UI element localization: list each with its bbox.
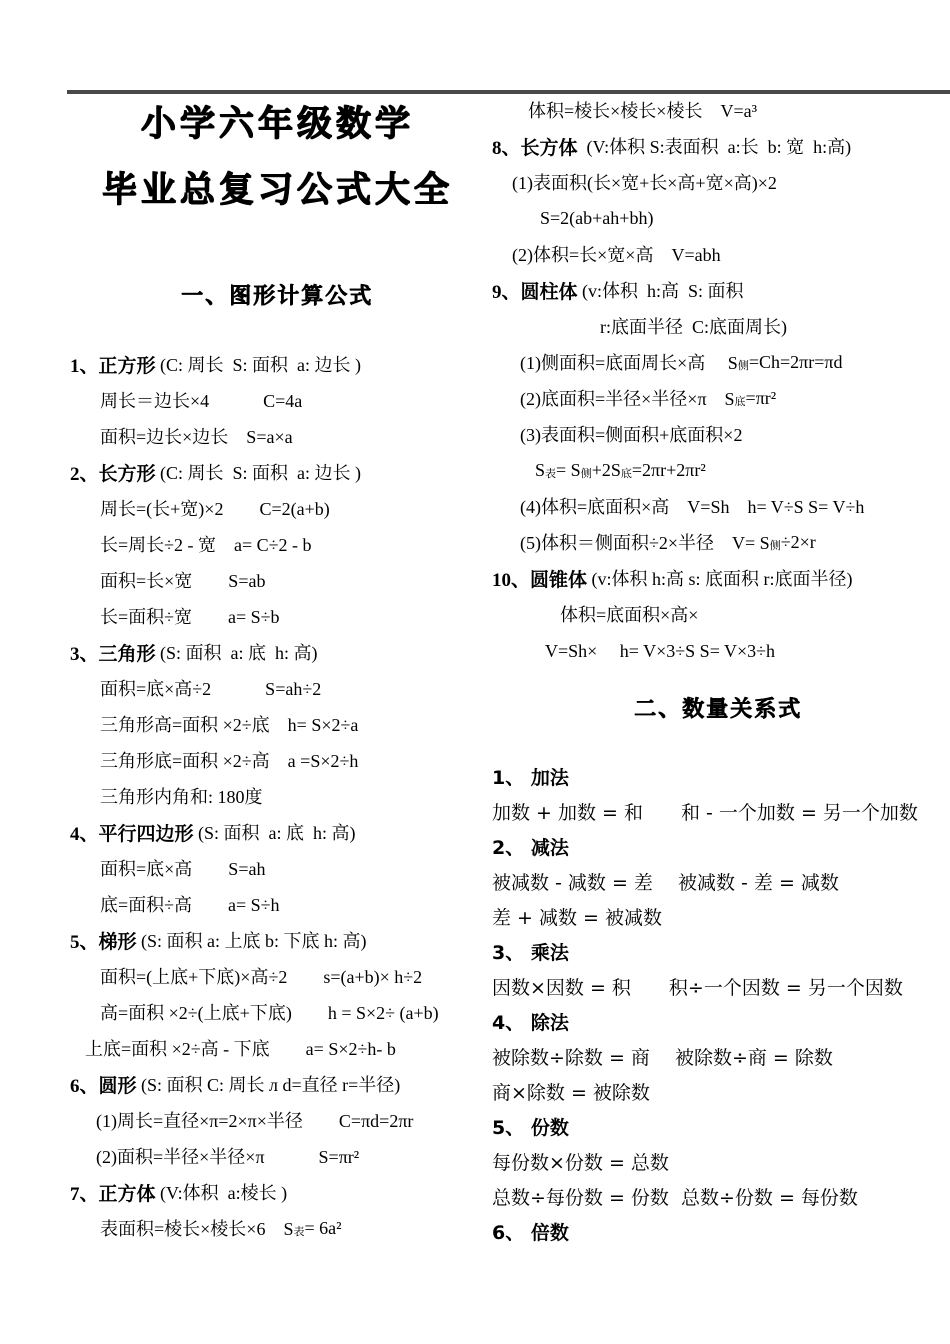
item-header: 4、 除法 [492, 1012, 569, 1034]
formula-line [492, 452, 944, 488]
formula-line [492, 524, 944, 560]
item-header [70, 346, 484, 382]
formula-line [70, 1210, 484, 1246]
item-params-continued: r:底面半径 C:底面周长) [600, 317, 787, 337]
formula-line: (1)表面积(长×宽+长×高+宽×高)×2 [512, 173, 777, 193]
formula-subscript: 侧 [580, 468, 592, 480]
section-1-heading: 一、图形计算公式 [180, 284, 373, 309]
formula-text: S [535, 459, 546, 480]
item-number-name: 1、正方形 [70, 355, 156, 377]
item-header [70, 454, 484, 490]
item-header [70, 814, 484, 850]
formula-line: 底=面积÷高 a= S÷h [100, 895, 280, 915]
formula-text: = 6a² [304, 1217, 342, 1238]
item-number-name: 7、正方体 [70, 1183, 156, 1205]
item-params: (V:体积 a:棱长 ) [155, 1183, 288, 1203]
formula-text: (5)体积＝侧面积÷2×半径 V= S [520, 533, 770, 553]
item-number-name: 5、梯形 [70, 931, 137, 953]
formula-line: 被减数 - 减数 = 差 被减数 - 差 = 减数 [492, 872, 839, 894]
formula-line: (2)体积=长×宽×高 V=abh [512, 245, 721, 265]
formula-line: V=Sh× h= V×3÷S S= V×3÷h [545, 641, 776, 661]
formula-line: S=2(ab+ah+bh) [540, 207, 654, 228]
item-header [492, 272, 944, 308]
item-header: 1、 加法 [492, 767, 569, 789]
item-number-name: 9、圆柱体 [492, 281, 578, 303]
formula-line: (2)面积=半径×半径×π S=πr² [96, 1147, 360, 1167]
formula-line: 面积=边长×边长 S=a×a [100, 427, 293, 447]
doc-title-line-1: 小学六年级数学 [140, 104, 414, 144]
right-column [492, 92, 944, 1249]
section-1-left-rows [70, 346, 484, 1246]
item-header [70, 1066, 484, 1102]
formula-line: 面积=(上底+下底)×高÷2 s=(a+b)× h÷2 [100, 967, 423, 987]
formula-subscript: 底 [620, 468, 632, 480]
formula-line: 周长=(长+宽)×2 C=2(a+b) [100, 499, 330, 519]
item-header [492, 560, 944, 596]
formula-line: 加数 + 加数 = 和 和 - 一个加数 = 另一个加数 [492, 802, 918, 824]
formula-text: =πr² [745, 387, 777, 408]
formula-line: 差 + 减数 = 被减数 [492, 907, 662, 929]
formula-line: 周长＝边长×4 C=4a [100, 391, 303, 411]
item-params: (C: 周长 S: 面积 a: 边长 ) [155, 355, 362, 375]
formula-line: 总数÷每份数 = 份数 总数÷份数 = 每份数 [492, 1187, 858, 1209]
formula-line: 三角形内角和: 180度 [100, 787, 263, 807]
formula-line: 上底=面积 ×2÷高 - 下底 a= S×2÷h- b [85, 1039, 396, 1059]
formula-line: 面积=长×宽 S=ab [100, 571, 266, 591]
formula-line: (4)体积=底面积×高 V=Sh h= V÷S S= V÷h [520, 497, 865, 517]
formula-text: =Ch=2πr=πd [748, 351, 843, 372]
item-number-name: 3、三角形 [70, 643, 156, 665]
formula-line: 长=面积÷宽 a= S÷b [100, 607, 280, 627]
formula-line: (1)周长=直径×π=2×π×半径 C=πd=2πr [96, 1111, 414, 1131]
formula-line: 三角形底=面积 ×2÷高 a =S×2÷h [100, 751, 359, 771]
item-params: (v:体积 h:高 S: 面积 [577, 281, 744, 301]
formula-subscript: 侧 [769, 540, 781, 552]
formula-text: 表面积=棱长×棱长×6 S [100, 1219, 294, 1239]
formula-text: (2)底面积=半径×半径×π S [520, 389, 735, 409]
item-header: 3、 乘法 [492, 942, 569, 964]
formula-line: 体积=棱长×棱长×棱长 V=a³ [528, 101, 757, 121]
formula-text: ÷2×r [780, 531, 816, 552]
formula-line: (3)表面积=侧面积+底面积×2 [520, 425, 743, 445]
formula-line: 因数×因数 = 积 积÷一个因数 = 另一个因数 [492, 977, 903, 999]
item-params: (S: 面积 C: 周长 л d=直径 r=半径) [136, 1075, 401, 1095]
item-header [492, 128, 944, 164]
item-params: (S: 面积 a: 底 h: 高) [155, 643, 318, 663]
formula-subscript: 侧 [737, 360, 749, 372]
section-2-heading: 二、数量关系式 [633, 697, 802, 722]
formula-text: +2S [591, 459, 621, 480]
item-params: (S: 面积 a: 上底 b: 下底 h: 高) [136, 931, 367, 951]
formula-text: = S [556, 459, 581, 480]
item-header [70, 1174, 484, 1210]
formula-subscript: 底 [734, 396, 746, 408]
left-column [70, 92, 484, 1246]
formula-line: 三角形高=面积 ×2÷底 h= S×2÷a [100, 715, 359, 735]
item-number-name: 2、长方形 [70, 463, 156, 485]
formula-line: 长=周长÷2 - 宽 a= C÷2 - b [100, 535, 312, 555]
item-header: 2、 减法 [492, 837, 569, 859]
formula-text: =2πr+2πr² [631, 459, 706, 480]
formula-line [492, 344, 944, 380]
formula-line: 商×除数 = 被除数 [492, 1082, 650, 1104]
formula-line: 面积=底×高 S=ah [100, 859, 266, 879]
doc-title-line-2: 毕业总复习公式大全 [101, 170, 453, 210]
item-number-name: 6、圆形 [70, 1075, 137, 1097]
section-1-right-rows [492, 92, 944, 668]
item-header: 5、 份数 [492, 1117, 569, 1139]
formula-line: 体积=底面积×高× [560, 605, 699, 625]
formula-text: (1)侧面积=底面周长×高 S [520, 353, 738, 373]
item-number-name: 8、长方体 [492, 137, 578, 159]
item-number-name: 10、圆锥体 [492, 569, 588, 591]
section-2-rows [492, 759, 944, 1249]
item-params: (v:体积 h:高 s: 底面积 r:底面半径) [587, 569, 853, 589]
formula-line: 被除数÷除数 = 商 被除数÷商 = 除数 [492, 1047, 833, 1069]
formula-line: 高=面积 ×2÷(上底+下底) h = S×2÷ (a+b) [100, 1003, 439, 1023]
item-header [70, 634, 484, 670]
item-header [70, 922, 484, 958]
formula-line: 每份数×份数 = 总数 [492, 1152, 669, 1174]
item-params: (S: 面积 a: 底 h: 高) [193, 823, 356, 843]
item-params: (C: 周长 S: 面积 a: 边长 ) [155, 463, 362, 483]
formula-line [492, 380, 944, 416]
formula-line: 面积=底×高÷2 S=ah÷2 [100, 679, 322, 699]
item-header: 6、 倍数 [492, 1222, 569, 1244]
item-params: (V:体积 S:表面积 a:长 b: 宽 h:高) [577, 137, 852, 157]
formula-subscript: 表 [293, 1226, 305, 1238]
formula-subscript: 表 [545, 468, 557, 480]
item-number-name: 4、平行四边形 [70, 823, 194, 845]
